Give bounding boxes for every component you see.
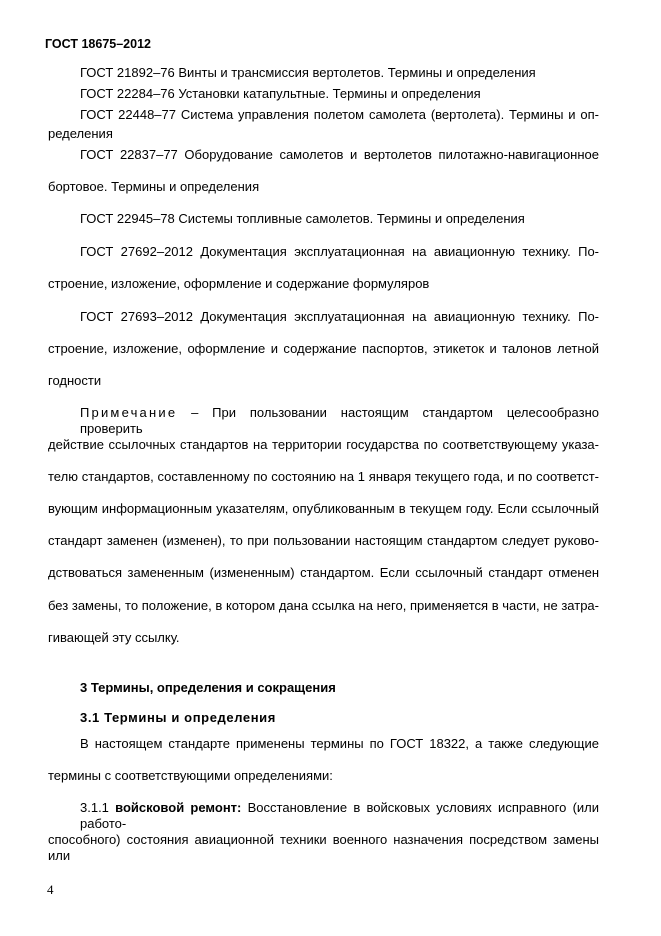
text-line: строение, изложение, оформление и содержание паспортов, этикеток и талонов летной <box>48 341 599 356</box>
text-line: ГОСТ 21892–76 Винты и трансмиссия вертолетов. Термины и определения <box>80 65 536 80</box>
text-line: ГОСТ 22945–78 Системы топливные самолетов. Термины и определения <box>80 211 525 226</box>
note-label: Примечание <box>80 405 178 420</box>
text-line: телю стандартов, составленному по состоянию на 1 января текущего года, и по соответст- <box>48 469 599 484</box>
text-line: ГОСТ 22284–76 Установки катапультные. Термины и определения <box>80 86 481 101</box>
text-line: ГОСТ 27693–2012 Документация эксплуатационная на авиационную технику. По- <box>80 309 599 324</box>
text-line: годности <box>48 373 102 388</box>
text-line: способного) состояния авиационной техники военного назначения посредством замены или <box>48 832 599 863</box>
note-line <box>80 405 599 437</box>
text-line: ГОСТ 22448–77 Система управления полетом самолета (вертолета). Термины и оп- <box>80 107 599 122</box>
note-text: – При пользовании настоящим стандартом целесообразно проверить <box>80 405 599 436</box>
text-line: действие ссылочных стандартов на территории государства по соответствующему указа- <box>48 437 599 452</box>
text-line: вующим информационным указателям, опубликованным в текущем году. Если ссылочный <box>48 501 599 516</box>
text-line: строение, изложение, оформление и содержание формуляров <box>48 276 430 291</box>
text-line: бортовое. Термины и определения <box>48 179 260 194</box>
term-number: 3.1.1 <box>80 800 116 815</box>
text-line: гивающей эту ссылку. <box>48 630 180 645</box>
subsection-heading: 3.1 Термины и определения <box>80 710 276 725</box>
text-line: дствоваться замененным (измененным) стандартом. Если ссылочный стандарт отменен <box>48 565 599 580</box>
section-heading: 3 Термины, определения и сокращения <box>80 680 336 695</box>
document-header: ГОСТ 18675–2012 <box>45 37 151 51</box>
text-line: В настоящем стандарте применены термины по ГОСТ 18322, а также следующие <box>80 736 599 751</box>
text-line: без замены, то положение, в котором дана ссылка на него, применяется в части, не затра- <box>48 598 599 613</box>
text-line: стандарт заменен (изменен), то при пользовании настоящим стандартом следует руково- <box>48 533 599 548</box>
text-line: термины с соответствующими определениями: <box>48 768 333 783</box>
page-number: 4 <box>47 882 54 897</box>
text-line: ГОСТ 27692–2012 Документация эксплуатационная на авиационную технику. По- <box>80 244 599 259</box>
text-line: ГОСТ 22837–77 Оборудование самолетов и вертолетов пилотажно-навигационное <box>80 147 599 162</box>
term-name: войсковой ремонт: <box>115 800 242 815</box>
term-definition: Восстановление в войсковых условиях исправного (или работо- <box>80 800 600 831</box>
text-line: ределения <box>48 126 113 141</box>
term-line <box>80 800 599 832</box>
